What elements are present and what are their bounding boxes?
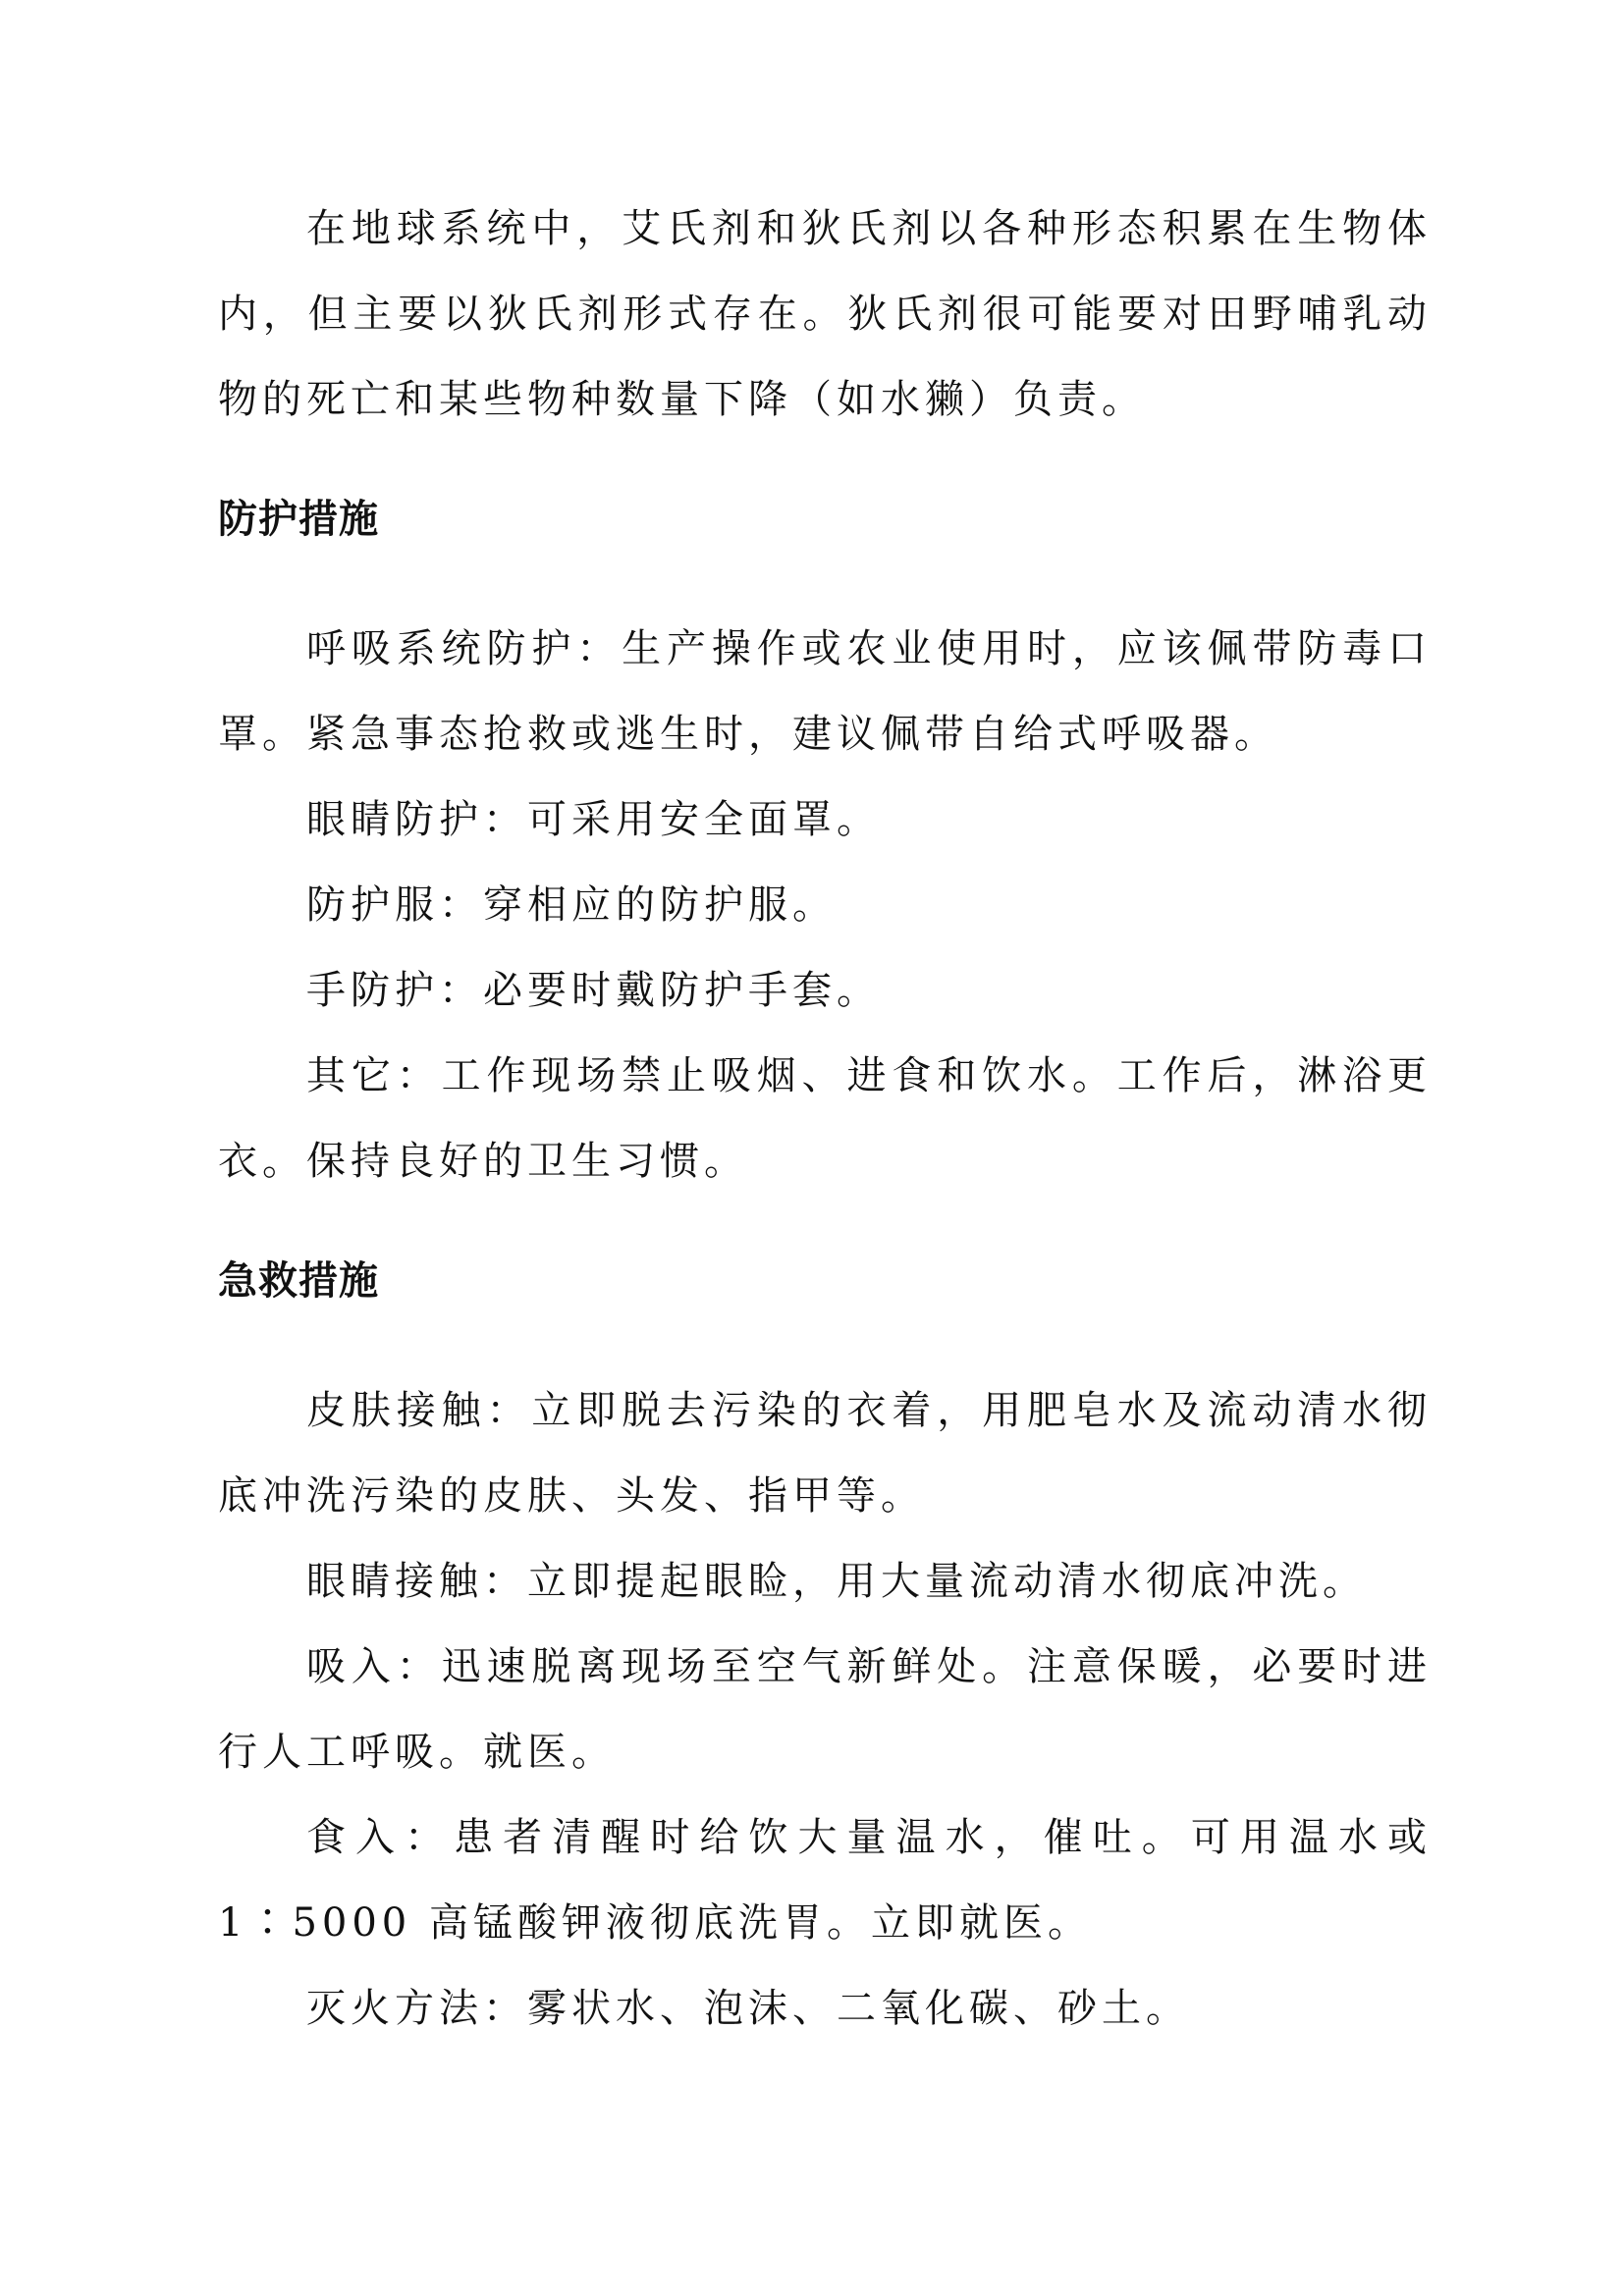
protection-item-other: 其它：工作现场禁止吸烟、进食和饮水。工作后，淋浴更衣。保持良好的卫生习惯。 — [218, 1053, 1432, 1184]
protection-item-respiratory: 呼吸系统防护：生产操作或农业使用时，应该佩带防毒口罩。紧急事态抢救或逃生时，建议佩带自给式呼吸器。 — [218, 626, 1432, 757]
first-aid-heading: 急救措施 — [218, 1258, 379, 1304]
protection-item-clothing: 防护服：穿相应的防护服。 — [306, 882, 837, 928]
first-aid-item-skin: 皮肤接触：立即脱去污染的衣着，用肥皂水及流动清水彻底冲洗污染的皮肤、头发、指甲等。 — [218, 1388, 1432, 1519]
first-aid-item-eyes: 眼睛接触：立即提起眼睑，用大量流动清水彻底冲洗。 — [306, 1559, 1367, 1604]
first-aid-item-ingestion: 食入：患者清醒时给饮大量温水，催吐。可用温水或 1∶5000 高锰酸钾液彻底洗胃。立即就医。 — [218, 1815, 1432, 1946]
protection-section — [218, 607, 1432, 1204]
protection-item-hands: 手防护：必要时戴防护手套。 — [306, 968, 881, 1013]
first-aid-item-inhalation: 吸入：迅速脱离现场至空气新鲜处。注意保暖，必要时进行人工呼吸。就医。 — [218, 1644, 1432, 1775]
intro-paragraph: 在地球系统中，艾氏剂和狄氏剂以各种形态积累在生物体内，但主要以狄氏剂形式存在。狄氏剂很可能要对田野哺乳动物的死亡和某些物种数量下降（如水獭）负责。 — [218, 206, 1432, 422]
first-aid-section — [218, 1368, 1432, 2052]
first-aid-item-fire: 灭火方法：雾状水、泡沫、二氧化碳、砂土。 — [306, 1986, 1190, 2031]
protection-heading: 防护措施 — [218, 497, 379, 542]
document-page — [218, 187, 1432, 2052]
protection-item-eyes: 眼睛防护：可采用安全面罩。 — [306, 797, 881, 842]
